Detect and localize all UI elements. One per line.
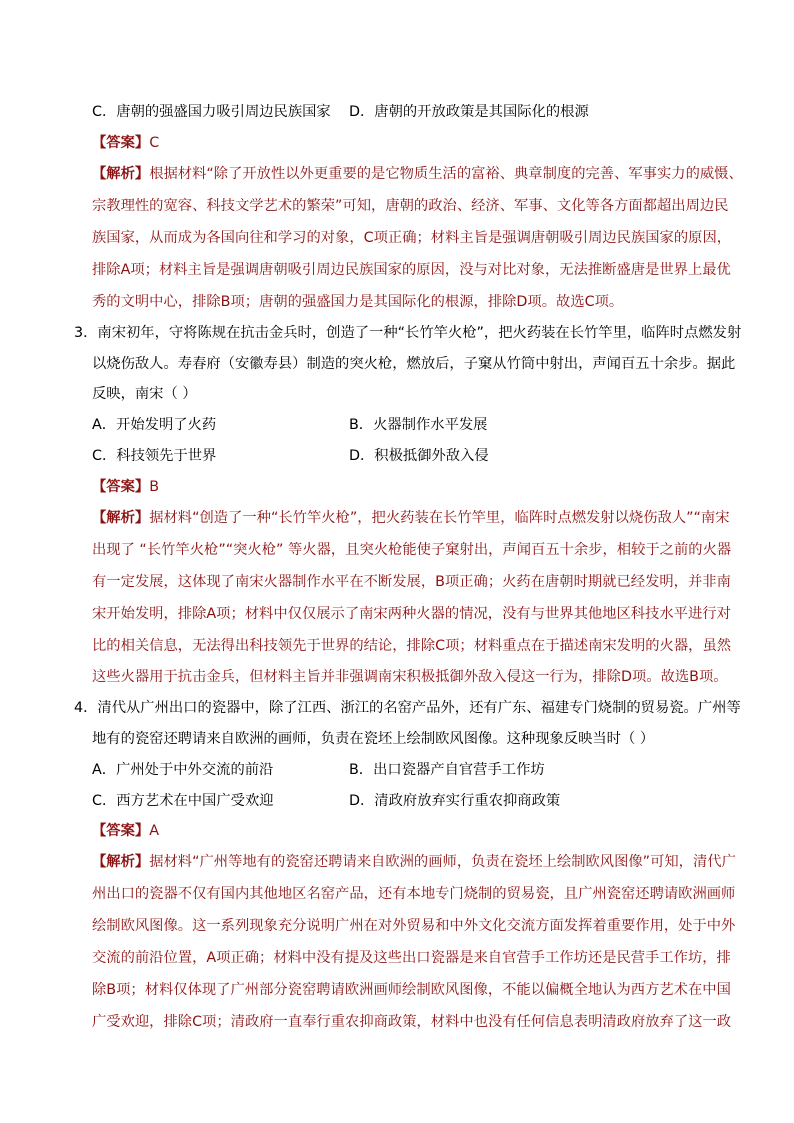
q3-option-d: D．积极抵御外敌入侵 [349, 448, 489, 464]
q3-option-c: C．科技领先于世界 [92, 448, 217, 464]
analysis-line: 比的相关信息，无法得出科技领先于世界的结论，排除C项；材料重点在于描述南宋发明的火器，虽然 [92, 638, 732, 654]
analysis-text: 根据材料“除了开放性以外更重要的是它物质生活的富裕、典章制度的完善、军事实力的威慑、 [149, 166, 743, 182]
analysis-text: 据材料“广州等地有的瓷窑还聘请来自欧洲的画师，负责在瓷坯上绘制欧风图像”可知，清代广 [149, 854, 736, 870]
analysis-line: 绘制欧风图像。这一系列现象充分说明广州在对外贸易和中外文化交流方面发挥着重要作用，处于中外 [92, 918, 736, 934]
analysis-line: 宋开始发明，排除A项；材料中仅仅展示了南宋两种火器的情况，没有与世界其他地区科技水平进行对 [92, 606, 731, 622]
q3-answer [92, 477, 159, 497]
analysis-line: 广受欢迎，排除C项；清政府一直奉行重农抑商政策，材料中也没有任何信息表明清政府放弃了这一政 [92, 1014, 732, 1030]
q2-answer [92, 133, 159, 153]
analysis-line: 宗教理性的宽容、科技文学艺术的繁荣”可知，唐朝的政治、经济、军事、文化等各方面都超出周边民 [92, 198, 729, 214]
analysis-line: 秀的文明中心，排除B项；唐朝的强盛国力是其国际化的根源，排除D项。故选C项。 [92, 294, 624, 310]
analysis-line [92, 852, 736, 872]
q3-option-a: A．开始发明了火药 [92, 417, 217, 433]
stem-line: 4．清代从广州出口的瓷器中，除了江西、浙江的名窑产品外，还有广东、福建专门烧制的贸易瓷。广州等 [74, 700, 741, 716]
q4-option-c: C．西方艺术在中国广受欢迎 [92, 793, 274, 809]
analysis-line: 这些火器用于抗击金兵，但材料主旨并非强调南宋积极抵御外敌入侵这一行为，排除D项。故选B项。 [92, 669, 728, 685]
answer-value: C [149, 135, 160, 151]
analysis-line: 州出口的瓷器不仅有国内其他地区名窑产品，还有本地专门烧制的贸易瓷，且广州瓷窑还聘请欧洲画师 [92, 886, 736, 902]
stem-line: 地有的瓷窑还聘请来自欧洲的画师，负责在瓷坯上绘制欧风图像。这种现象反映当时（ ） [92, 731, 655, 747]
q4-option-b: B．出口瓷器产自官营手工作坊 [349, 762, 545, 778]
q3-option-b: B．火器制作水平发展 [349, 417, 488, 433]
stem-line: 3．南宋初年，守将陈规在抗击金兵时，创造了一种“长竹竿火枪”，把火药装在长竹竿里，临阵时点燃发射 [74, 325, 742, 341]
analysis-line: 出现了 “长竹竿火枪”“突火枪” 等火器，且突火枪能使子窠射出，声闻百五十余步，相较于之前的火器 [92, 542, 732, 558]
analysis-line: 除B项；材料仅体现了广州部分瓷窑聘请欧洲画师绘制欧风图像，不能以偏概全地认为西方艺术在中国 [92, 982, 731, 998]
q4-answer [92, 821, 159, 841]
analysis-line: 有一定发展，这体现了南宋火器制作水平在不断发展，B项正确；火药在唐朝时期就已经发明，并非南 [92, 574, 731, 590]
q2-option-c: C．唐朝的强盛国力吸引周边民族国家 [92, 104, 331, 120]
analysis-tag: 【解析】 [92, 510, 150, 526]
q4-option-d: D．清政府放弃实行重农抑商政策 [349, 793, 561, 809]
stem-line: 反映，南宋（ ） [92, 386, 197, 402]
analysis-text: 据材料“创造了一种“长竹竿火枪”，把火药装在长竹竿里，临阵时点燃发射以烧伤敌人”“南宋 [149, 510, 730, 526]
analysis-tag: 【解析】 [92, 166, 150, 182]
answer-tag: 【答案】 [92, 479, 150, 495]
analysis-tag: 【解析】 [92, 854, 150, 870]
analysis-line: 排除A项；材料主旨是强调唐朝吸引周边民族国家的原因，没与对比对象，无法推断盛唐是世界上最优 [92, 262, 731, 278]
answer-value: A [149, 823, 159, 839]
analysis-line: 交流的前沿位置，A项正确；材料中没有提及这些出口瓷器是来自官营手工作坊还是民营手工作坊，排 [92, 950, 731, 966]
analysis-line: 族国家，从而成为各国向往和学习的对象，C项正确；材料主旨是强调唐朝吸引周边民族国家的原因， [92, 230, 732, 246]
analysis-line [92, 164, 743, 184]
analysis-line [92, 508, 730, 528]
answer-tag: 【答案】 [92, 135, 150, 151]
q2-option-d: D．唐朝的开放政策是其国际化的根源 [349, 104, 589, 120]
answer-value: B [149, 479, 159, 495]
answer-tag: 【答案】 [92, 823, 150, 839]
q4-option-a: A．广州处于中外交流的前沿 [92, 762, 274, 778]
stem-line: 以烧伤敌人。寿春府（安徽寿县）制造的突火枪，燃放后，子窠从竹筒中射出，声闻百五十余步。据此 [92, 356, 736, 372]
